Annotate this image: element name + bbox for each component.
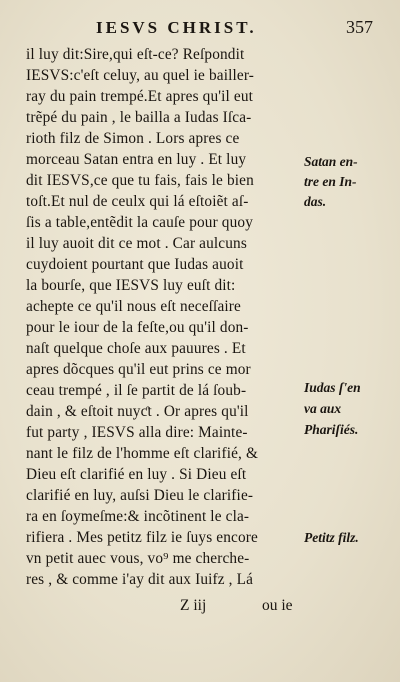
margin-note: Iudas ſ'en bbox=[304, 380, 361, 395]
text-line: dain , & eſtoit nuyƈt . Or apres qu'il bbox=[26, 403, 249, 420]
text-line: morceau Satan entra en luy . Et luy bbox=[26, 151, 247, 168]
text-line: achepte ce qu'il nous eſt neceſſaire bbox=[26, 298, 241, 315]
running-title: IESVS CHRIST. bbox=[96, 18, 257, 37]
text-line: fut party , IESVS alla dire: Mainte- bbox=[26, 424, 248, 441]
text-line: clarifié en luy, auſsi Dieu le clarifie- bbox=[26, 487, 254, 504]
text-line: ceau trempé , il ſe partit de lá ſoub- bbox=[26, 382, 247, 399]
text-line: dit IESVS,ce que tu fais, fais le bien bbox=[26, 172, 254, 189]
text-line: naſt quelque choſe aux pauures . Et bbox=[26, 340, 246, 357]
margin-note: Phariſiés. bbox=[304, 422, 359, 437]
text-line: il luy dit:Sire,qui eſt-ce? Reſpondit bbox=[26, 46, 245, 63]
text-line: IESVS:c'eſt celuy, au quel ie bailler- bbox=[26, 67, 255, 84]
text-line: il luy auoit dit ce mot . Car aulcuns bbox=[26, 235, 247, 252]
margin-note: Petitz filz. bbox=[304, 530, 359, 545]
text-line: nant le filz de l'homme eſt clarifié, & bbox=[26, 445, 259, 462]
text-line: ra en ſoymeſme:& incõtinent le cla- bbox=[26, 508, 250, 525]
text-line: rifiera . Mes petitz filz ie ſuys encore bbox=[26, 529, 258, 546]
catchword: ou ie bbox=[262, 597, 293, 614]
margin-note: das. bbox=[304, 194, 327, 209]
text-line: res , & comme i'ay dit aux Iuifz , Lá bbox=[26, 571, 254, 588]
page-number: 357 bbox=[346, 17, 373, 37]
text-line: trẽpé du pain , le bailla a Iudas Iſca- bbox=[26, 109, 252, 126]
running-head bbox=[96, 18, 396, 42]
text-line: rioth filz de Simon . Lors apres ce bbox=[26, 130, 240, 147]
text-line: cuydoient pourtant que Iudas auoit bbox=[26, 256, 244, 273]
margin-note: va aux bbox=[304, 401, 342, 416]
text-line: vn petit auec vous, vo⁹ me cherche- bbox=[26, 550, 250, 567]
signature-text: Z iij bbox=[180, 597, 207, 614]
text-line: Dieu eſt clarifié en luy . Si Dieu eſt bbox=[26, 466, 247, 483]
text-line: toſt.Et nul de ceulx qui lá eſtoiẽt aſ- bbox=[26, 193, 249, 210]
margin-note: tre en In- bbox=[304, 174, 357, 189]
text-line: ray du pain trempé.Et apres qu'il eut bbox=[26, 88, 254, 105]
text-line: pour le iour de la feſte,ou qu'il don- bbox=[26, 319, 249, 336]
text-line: la bourſe, que IESVS luy euſt dit: bbox=[26, 277, 236, 294]
text-line: ſis a table,entẽdit la cauſe pour quoy bbox=[26, 214, 254, 231]
text-line: apres dõcques qu'il eut prins ce mor bbox=[26, 361, 251, 378]
margin-note: Satan en- bbox=[304, 154, 358, 169]
